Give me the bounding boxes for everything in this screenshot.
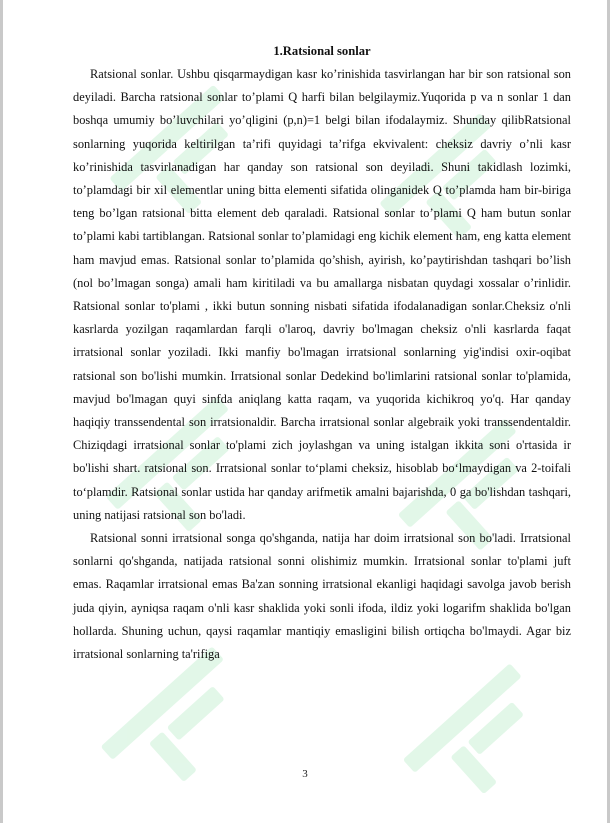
document-body [73, 40, 571, 666]
paragraph: Ratsional sonni irratsional songa qo'shganda, natija har doim irratsional son bo'ladi. Irratsional sonlarni qo'shganda, natijada ratsional sonni olishimiz mumkin. Irratsional sonlar to'plami juft emas. Raqamlar irratsional emas Ba'zan sonning irratsional ekanligi haqidagi savolga javob berish juda qiyin, ayniqsa raqam o'nli kasr shaklida yoki sonli ifoda, ildiz yoki logarifm shaklida bo'lgan hollarda. Shuning uchun, qaysi raqamlar mantiqiy emasligini bilish ortiqcha bo'lmaydi. Agar biz irratsional sonlarning ta'rifiga [73, 531, 571, 662]
document-title: 1.Ratsional sonlar [273, 44, 371, 58]
paragraph: Ratsional sonlar. Ushbu qisqarmaydigan kasr ko’rinishida tasvirlangan har bir son ratsional son deyiladi. Barcha ratsional sonlar to’plami Q harfi bilan belgilaymiz.Yuqorida p va n sonlar 1 dan boshqa umumiy bo’luvchilari yo’qligini (p,n)=1 belgi bilan ifodalaymiz. Shunday qilibRatsional sonlarning yuqorida keltirilgan ta’rifi quyidagi ta’rifga ekvivalent: cheksiz davriy o’nli kasr ko’rinishida tasvirlanadigan har qanday son ratsional son deyiladi. Shuni takidlash lozimki, to’plamdagi bir xil elementlar uning bitta elementi sifatida olinganidek Q to’plamda ham bir-biriga teng bo’lgan ratsional bitta element deb qaraladi. Ratsional sonlar to’plami Q ham butun sonlar to’plami kabi tartiblangan. Ratsional sonlar to’plamidagi eng kichik element ham, eng katta element ham mavjud emas. Ratsional sonlar to’plamida qo’shish, ayirish, ko’paytirishdan tashqari bo’lish (nol bo’lmagan songa) amali ham kiritiladi va bu amallarga nisbatan quydagi xossalar o’rinlidir. Ratsional sonlar to'plami , ikki butun sonning nisbati sifatida ifodalanadigan sonlar.Cheksiz o'nli kasrlarda yozilgan raqamlardan farqli o'laroq, davriy bo'lmagan cheksiz o'nli kasrlarda faqat irratsional sonlar yoziladi. Ikki manfiy bo'lmagan irratsional sonlarning yig'indisi oxir-oqibat ratsional son bo'lishi mumkin. Irratsional sonlar Dedekind bo'limlarini ratsional sonlar to'plamida, mavjud bo'lmagan quyi sinfda aniqlang katta raqam, va yuqorida kichikroq yo'q. Har qanday haqiqiy transsendental son irratsionaldir. Barcha irratsional sonlar algebraik yoki transsendentaldir. Chiziqdagi irratsional sonlar to'plami zich joylashgan va uning istalgan ikkita soni o'rtasida ir bo'lishi shart. ratsional son. Irratsional sonlar to‘plami cheksiz, hisoblab bo‘lmaydigan va 2-toifali to‘plamdir. Ratsional sonlar ustida har qanday arifmetik amalni bajarishda, 0 ga bo'lishdan tashqari, uning natijasi ratsional son bo'ladi. [73, 67, 571, 522]
watermark-icon [383, 650, 563, 815]
page-number: 3 [302, 768, 308, 780]
document-page [3, 0, 607, 823]
